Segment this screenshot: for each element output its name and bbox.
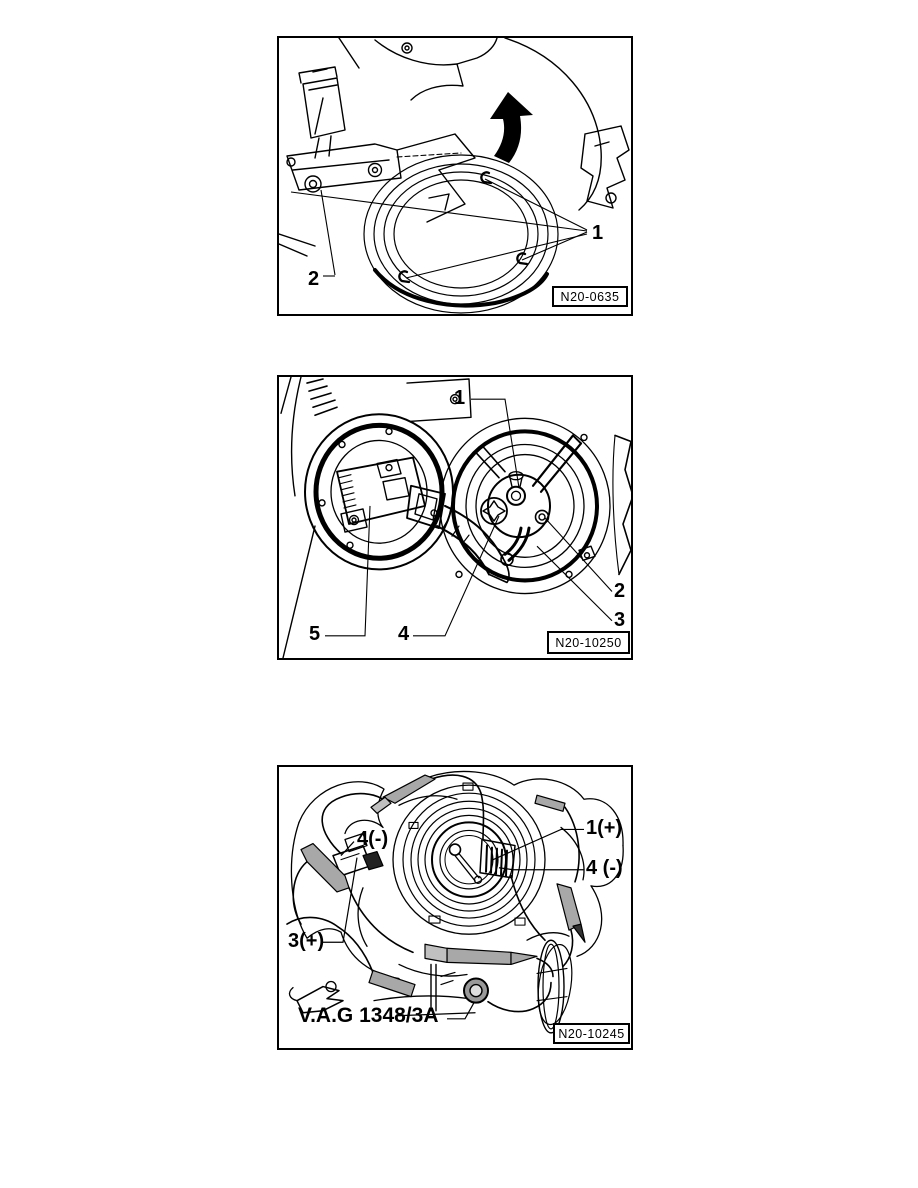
figure-access-cover-line-art — [279, 38, 631, 314]
callout-2: 2 — [614, 580, 626, 602]
callout-1: 1 — [454, 387, 466, 409]
figure-access-cover-frame — [277, 36, 633, 316]
ref-code: N20-10245 — [558, 1026, 625, 1041]
figure-pump-flange-frame — [277, 375, 633, 660]
ref-code: N20-0635 — [560, 289, 620, 304]
ref-code-box — [547, 631, 630, 654]
callout-1-plus: 1(+) — [586, 817, 623, 839]
rotate-up-arrow — [490, 92, 533, 163]
callout-1: 1 — [592, 222, 604, 244]
ref-code: N20-10250 — [555, 635, 622, 650]
tool-label-vag-1348-3a: V.A.G 1348/3A — [298, 1004, 439, 1027]
callout-5: 5 — [309, 623, 321, 645]
ref-code-box — [553, 1023, 630, 1044]
figure-adapter-wiring-frame — [277, 765, 633, 1050]
callout-2: 2 — [308, 268, 320, 290]
ref-code-box — [552, 286, 628, 307]
callout-3: 3 — [614, 609, 626, 631]
figure-pump-flange-line-art — [279, 377, 631, 658]
callout-4: 4 — [398, 623, 410, 645]
callout-3-plus: 3(+) — [288, 930, 325, 952]
callout-4-minus-right: 4 (-) — [586, 857, 623, 879]
callout-4-minus: 4(-) — [357, 828, 389, 850]
